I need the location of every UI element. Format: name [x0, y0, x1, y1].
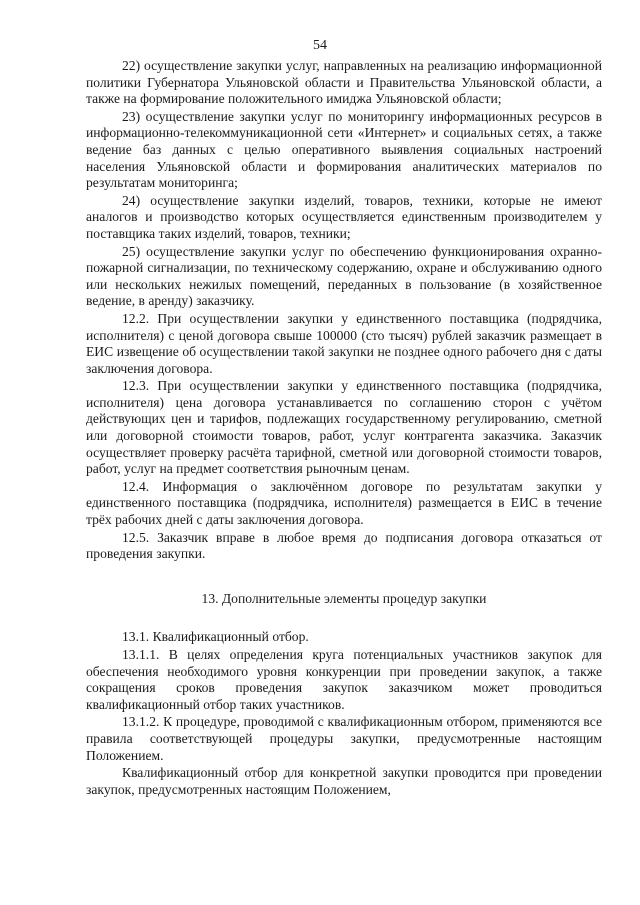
paragraph-13-1: 13.1. Квалификационный отбор. — [122, 629, 309, 645]
paragraph-12-5: 12.5. Заказчик вправе в любое время до подписания договора отказаться от проведения закупки. — [86, 529, 602, 562]
paragraph-25: 25) осуществление закупки услуг по обеспечению функционирования охранно-пожарной сигнализации, по техническому содержанию, охране и обслуживанию одного или нескольких нежилых помещений, переданных в пользование (в хозяйственное ведение, в аренду) заказчику. — [86, 243, 602, 309]
section-heading: 13. Дополнительные элементы процедур закупки — [201, 590, 487, 606]
paragraph-12-2: 12.2. При осуществлении закупки у единственного поставщика (подрядчика, исполнителя) с ценой договора свыше 100000 (сто тысяч) рублей заказчик размещает в ЕИС извещение об осуществлении такой закупки не позднее одного рабочего дня с даты заключения договора. — [86, 310, 602, 376]
paragraph-12-3: 12.3. При осуществлении закупки у единственного поставщика (подрядчика, исполнителя) цена договора устанавливается по соглашению сторон с учётом действующих цен и тарифов, подлежащих государственному регулированию, сметной или договорной стоимости товаров, работ, услуг контрагента заказчика. Заказчик осуществляет проверку расчёта тарифной, сметной или договорной стоимости товаров, работ, услуг на предмет соответствия рыночным ценам. — [86, 378, 602, 477]
paragraph-23: 23) осуществление закупки услуг по мониторингу информационных ресурсов в информационно-телекоммуникационной сети «Интернет» и социальных сетях, а также ведение баз данных с целью оперативного выявления социальных настроений населения Ульяновской области и формирования аналитических материалов по результатам мониторинга; — [86, 108, 602, 191]
paragraph-12-4: 12.4. Информация о заключённом договоре по результатам закупки у единственного поставщика (подрядчика, исполнителя) размещается в ЕИС в течение трёх рабочих дней с даты заключения договора. — [86, 478, 602, 528]
paragraph-13-1-2: 13.1.2. К процедуре, проводимой с квалификационным отбором, применяются все правила соответствующей процедуры закупки, предусмотренные настоящим Положением. — [86, 714, 602, 763]
paragraph-qualification: Квалификационный отбор для конкретной закупки проводится при проведении закупок, предусмотренных настоящим Положением, — [86, 765, 602, 797]
paragraph-22: 22) осуществление закупки услуг, направленных на реализацию информационной политики Губернатора Ульяновской области и Правительства Ульяновской области, а также на формирование положительного имиджа Ульяновской области; — [86, 58, 602, 107]
document-body — [86, 58, 602, 798]
paragraph-24: 24) осуществление закупки изделий, товаров, техники, которые не имеют аналогов и производство которых осуществляется единственным производителем у поставщика таких изделий, товаров, техники; — [86, 192, 602, 241]
paragraph-13-1-1: 13.1.1. В целях определения круга потенциальных участников закупок для обеспечения необходимого уровня конкуренции при проведении закупок, а также сокращения сроков проведения закупок заказчиком может проводиться квалификационный отбор таких участников. — [86, 647, 602, 712]
page-number: 54 — [313, 38, 327, 53]
